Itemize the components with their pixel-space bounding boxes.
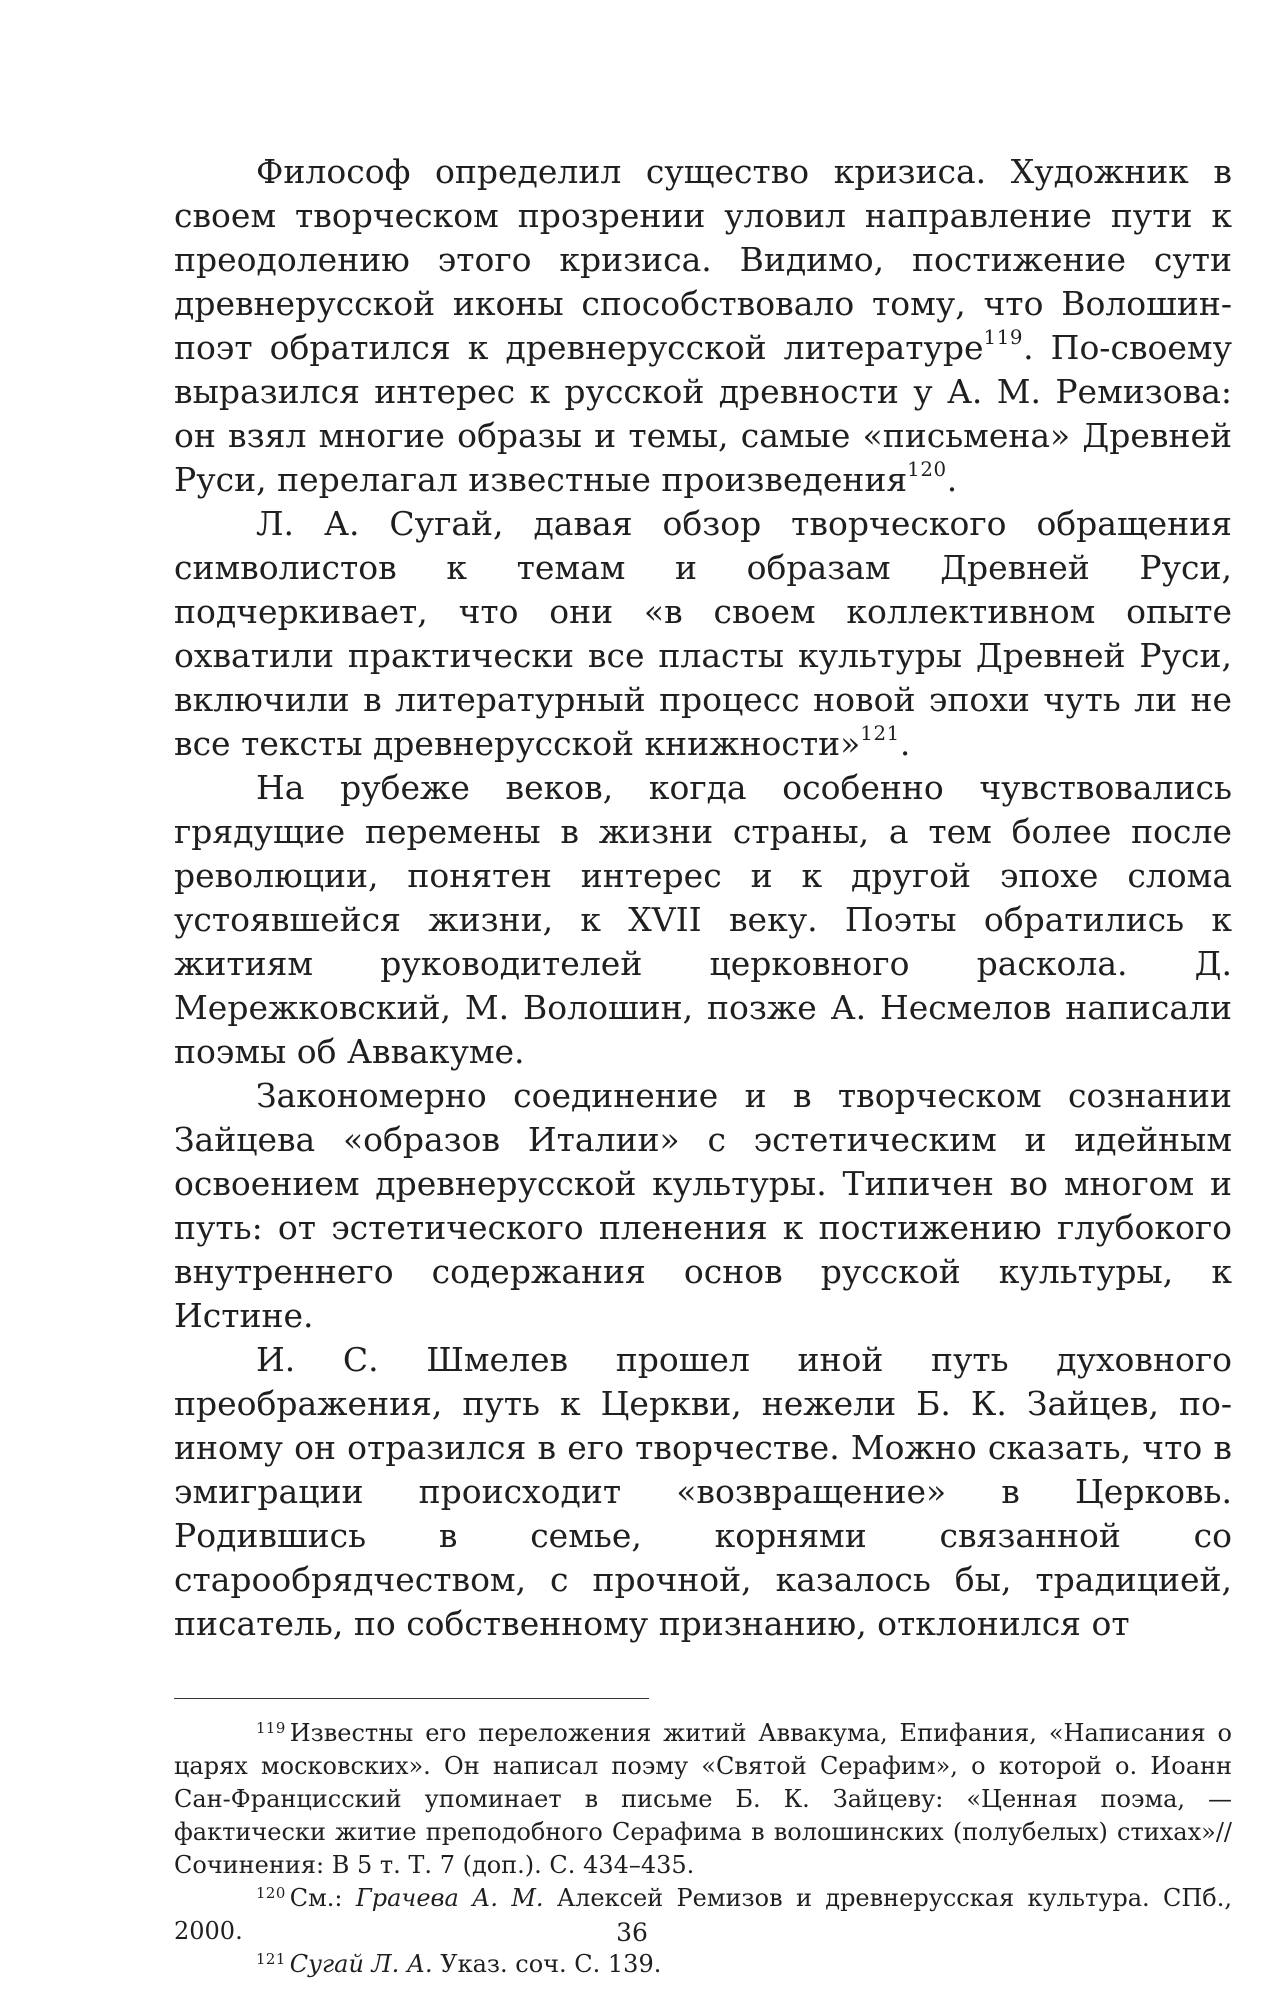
- footnote-ref-119: 119: [983, 326, 1024, 350]
- footnote-text: Указ. соч. С. 139.: [432, 1950, 662, 1978]
- text-run: Л. А. Сугай, давая обзор творческого обращения символистов к темам и образам Древней Руси, подчеркивает, что они «в своем коллективном опыте охватили практически все пласты культуры Древней Руси, включили в литературный процесс новой эпохи чуть ли не все тексты древнерусской книжности»: [174, 504, 1232, 763]
- paragraph-3: [174, 766, 1232, 1074]
- body-text: [174, 150, 1232, 1646]
- page-number: 36: [616, 1918, 648, 1947]
- text-run: .: [946, 460, 958, 499]
- footnote-number: 120: [256, 1883, 286, 1902]
- footnote-text: Алексей Ремизов и древнерусская культура. СПб., 2000.: [174, 1884, 1233, 1945]
- footnote-number: 121: [256, 1949, 286, 1968]
- paragraph-2: [174, 502, 1232, 766]
- text-run: . По-своему выразился интерес к русской древности у А. М. Ремизова: он взял многие образы и темы, самые «письмена» Древней Руси, перелагал известные произведения: [174, 328, 1233, 499]
- footnote-121: [174, 1948, 1232, 1981]
- footnote-author: Грачева А. М.: [355, 1884, 544, 1912]
- text-run: .: [899, 724, 911, 763]
- footnote-divider: [174, 1698, 649, 1699]
- footnote-text: См.:: [289, 1884, 356, 1912]
- paragraph-4: [174, 1074, 1232, 1338]
- text-run: На рубеже веков, когда особенно чувствовались грядущие перемены в жизни страны, а тем более после революции, понятен интерес и к другой эпохе слома устоявшейся жизни, к XVII веку. Поэты обратились к житиям руководителей церковного раскола. Д. Мережковский, М. Волошин, позже А. Несмелов написали поэмы об Аввакуме.: [174, 768, 1232, 1071]
- footnote-number: 119: [256, 1718, 286, 1737]
- text-run: Философ определил существо кризиса. Художник в своем творческом прозрении уловил направление пути к преодолению этого кризиса. Видимо, постижение сути древнерусской иконы способствовало тому, что Волошин-поэт обратился к древнерусской литературе: [174, 152, 1232, 367]
- footnote-ref-120: 120: [907, 458, 947, 482]
- paragraph-5: [174, 1338, 1232, 1646]
- text-run: И. С. Шмелев прошел иной путь духовного преображения, путь к Церкви, нежели Б. К. Зайцев, по-иному он отразился в его творчестве. Можно сказать, что в эмиграции происходит «возвращение» в Церковь. Родившись в семье, корнями связанной со старообрядчеством, с прочной, казалось бы, традицией, писатель, по собственному признанию, отклонился от: [174, 1340, 1232, 1643]
- footnote-author: Сугай Л. А.: [289, 1950, 433, 1978]
- footnote-119: [174, 1717, 1232, 1882]
- footnote-text: Известны его переложения житий Аввакума, Епифания, «Написания о царях московских». Он написал поэму «Святой Серафим», о которой о. Иоанн Сан-Францисский упоминает в письме Б. К. Зайцеву: «Ценная поэма, — фактически житие преподобного Серафима в волошинских (полубелых) стихах»// Сочинения: В 5 т. Т. 7 (доп.). С. 434–435.: [174, 1719, 1232, 1879]
- page: [174, 150, 1232, 1981]
- footnote-ref-121: 121: [860, 722, 900, 746]
- paragraph-1: [174, 150, 1232, 502]
- text-run: Закономерно соединение и в творческом сознании Зайцева «образов Италии» с эстетическим и идейным освоением древнерусской культуры. Типичен во многом и путь: от эстетического пленения к постижению глубокого внутреннего содержания основ русской культуры, к Истине.: [174, 1076, 1232, 1335]
